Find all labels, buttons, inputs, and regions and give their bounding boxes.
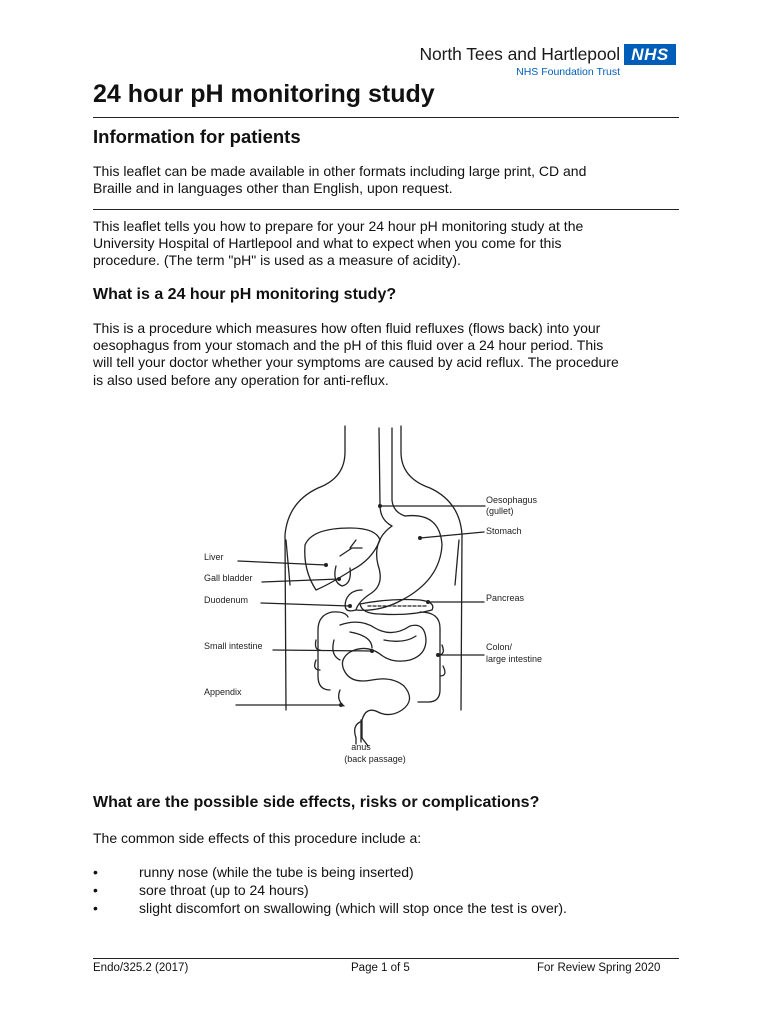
- page-subtitle: Information for patients: [93, 126, 301, 147]
- paragraph-line: oesophagus from your stomach and the pH of this fluid over a 24 hour period. This: [93, 337, 604, 354]
- label-anus: anus: [351, 742, 371, 752]
- footer-reference: Endo/325.2 (2017): [93, 962, 189, 974]
- paragraph-line: The common side effects of this procedure include a:: [93, 830, 422, 846]
- bullet-icon: •: [93, 899, 98, 916]
- title-divider: [93, 117, 679, 118]
- paragraph-line: University Hospital of Hartlepool and what to expect when you come for this: [93, 235, 562, 252]
- trust-subtitle: NHS Foundation Trust: [516, 66, 620, 78]
- liver-shape: [305, 528, 380, 590]
- footer-page-number: Page 1 of 5: [351, 962, 410, 974]
- label-colon: Colon/: [486, 642, 513, 652]
- paragraph-line: is also used before any operation for anti-reflux.: [93, 371, 389, 388]
- label-stomach: Stomach: [486, 526, 522, 536]
- nhs-logo: NHS: [624, 44, 676, 65]
- trust-name: North Tees and Hartlepool: [419, 44, 620, 64]
- label-pancreas: Pancreas: [486, 593, 525, 603]
- duodenum-shape: [345, 590, 362, 611]
- what-is-paragraph: [93, 320, 685, 389]
- bullet-icon: •: [93, 864, 98, 880]
- section-heading-side-effects: What are the possible side effects, risks or complications?: [93, 794, 540, 811]
- paragraph-line: procedure. (The term "pH" is used as a measure of acidity).: [93, 252, 461, 269]
- list-item-text: sore throat (up to 24 hours): [139, 881, 309, 898]
- paragraph-line: will tell your doctor whether your symptoms are caused by acid reflux. The procedure: [93, 354, 619, 371]
- label-small-intestine: Small intestine: [204, 641, 263, 651]
- formats-paragraph: [93, 163, 685, 197]
- trust-logo-text: [398, 44, 620, 79]
- footer-divider: [93, 958, 679, 959]
- side-effects-intro: [93, 830, 685, 847]
- paragraph-line: This is a procedure which measures how often fluid refluxes (flows back) into your: [93, 320, 601, 336]
- bullet-icon: •: [93, 881, 98, 898]
- label-gall-bladder: Gall bladder: [204, 573, 253, 583]
- paragraph-line: This leaflet can be made available in other formats including large print, CD and: [93, 163, 587, 179]
- label-liver: Liver: [204, 552, 224, 562]
- list-item-text: slight discomfort on swallowing (which will stop once the test is over).: [139, 899, 567, 916]
- label-appendix: Appendix: [204, 687, 242, 697]
- paragraph-line: This leaflet tells you how to prepare for your 24 hour pH monitoring study at the: [93, 218, 584, 234]
- label-gullet: (gullet): [486, 506, 514, 516]
- label-large-intestine: large intestine: [486, 654, 543, 664]
- intro-paragraph: [93, 218, 685, 270]
- section-heading-what-is: What is a 24 hour pH monitoring study?: [93, 286, 397, 303]
- list-item-text: runny nose (while the tube is being inserted): [139, 864, 414, 880]
- section-divider: [93, 209, 679, 210]
- page-title: 24 hour pH monitoring study: [93, 80, 435, 108]
- digestive-system-diagram: [195, 418, 565, 770]
- label-oesophagus: Oesophagus: [486, 495, 538, 505]
- footer-review-date: For Review Spring 2020: [537, 962, 661, 974]
- label-duodenum: Duodenum: [204, 595, 249, 605]
- small-intestine-shape: [333, 622, 426, 738]
- paragraph-line: Braille and in languages other than English, upon request.: [93, 180, 453, 197]
- body-outline-right: [401, 426, 462, 710]
- label-back-passage: (back passage): [344, 754, 406, 764]
